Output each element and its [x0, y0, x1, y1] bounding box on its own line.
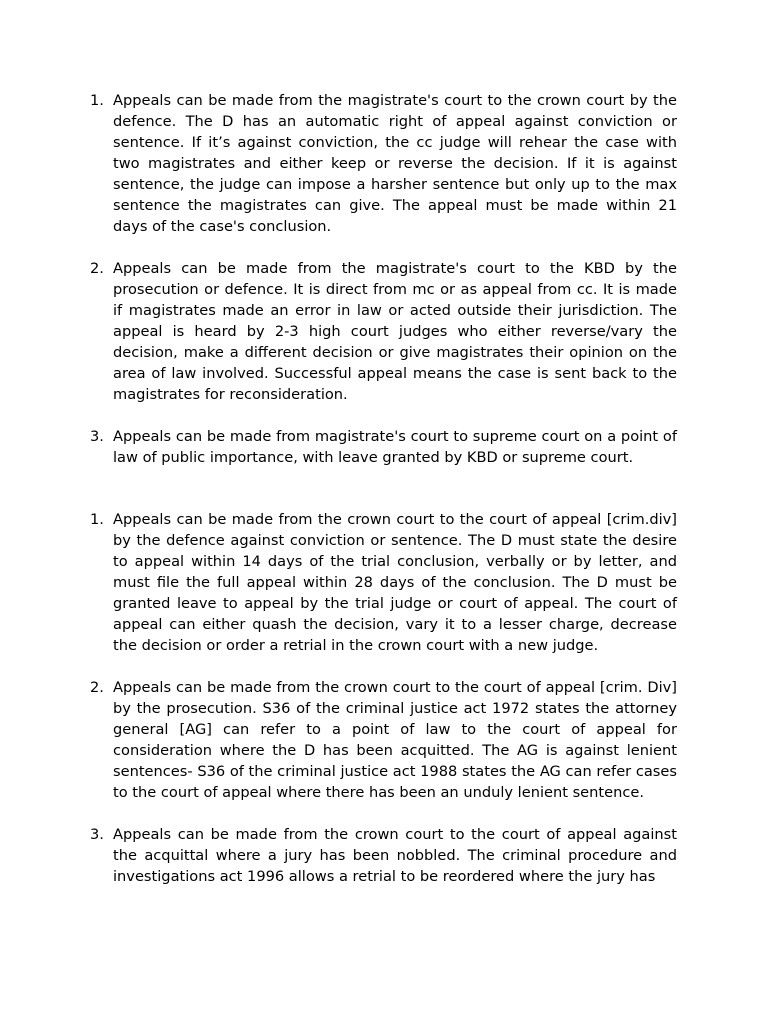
list-item	[90, 677, 677, 803]
list-item-number: 2.	[90, 260, 104, 277]
numbered-list-crown-court-appeals	[90, 509, 677, 887]
list-item-text: Appeals can be made from the crown court to the court of appeal [crim. Div] by the prosecution. S36 of the criminal justice act 1972 states the attorney general [AG] can refer to a point of law to the court of appeal for consideration where the D has been acquitted. The AG is against lenient sentences- S36 of the criminal justice act 1988 states the AG can refer cases to the court of appeal where there has been an unduly lenient sentence.	[113, 679, 677, 801]
list-item	[90, 90, 677, 237]
list-item-number: 1.	[90, 92, 104, 109]
list-item	[90, 509, 677, 656]
numbered-list-magistrates-appeals	[90, 90, 677, 468]
list-item-number: 3.	[90, 428, 104, 445]
list-item-text: Appeals can be made from magistrate's court to supreme court on a point of law of public importance, with leave granted by KBD or supreme court.	[113, 428, 677, 466]
list-item-text: Appeals can be made from the magistrate's court to the KBD by the prosecution or defence. It is direct from mc or as appeal from cc. It is made if magistrates made an error in law or acted outside their jurisdiction. The appeal is heard by 2-3 high court judges who either reverse/vary the decision, make a different decision or give magistrates their opinion on the area of law involved. Successful appeal means the case is sent back to the magistrates for reconsideration.	[113, 260, 677, 403]
list-item-number: 1.	[90, 511, 104, 528]
list-item	[90, 426, 677, 468]
list-item-text: Appeals can be made from the magistrate's court to the crown court by the defence. The D has an automatic right of appeal against conviction or sentence. If it’s against conviction, the cc judge will rehear the case with two magistrates and either keep or reverse the decision. If it is against sentence, the judge can impose a harsher sentence but only up to the max sentence the magistrates can give. The appeal must be made within 21 days of the case's conclusion.	[113, 92, 677, 235]
list-item	[90, 258, 677, 405]
list-item-text: Appeals can be made from the crown court to the court of appeal [crim.div] by the defence against conviction or sentence. The D must state the desire to appeal within 14 days of the trial conclusion, verbally or by letter, and must file the full appeal within 28 days of the conclusion. The D must be granted leave to appeal by the trial judge or court of appeal. The court of appeal can either quash the decision, vary it to a lesser charge, decrease the decision or order a retrial in the crown court with a new judge.	[113, 511, 677, 654]
list-item-number: 3.	[90, 826, 104, 843]
list-item-text: Appeals can be made from the crown court to the court of appeal against the acquittal where a jury has been nobbled. The criminal procedure and investigations act 1996 allows a retrial to be reordered where the jury has	[113, 826, 677, 885]
list-item-number: 2.	[90, 679, 104, 696]
list-item	[90, 824, 677, 887]
